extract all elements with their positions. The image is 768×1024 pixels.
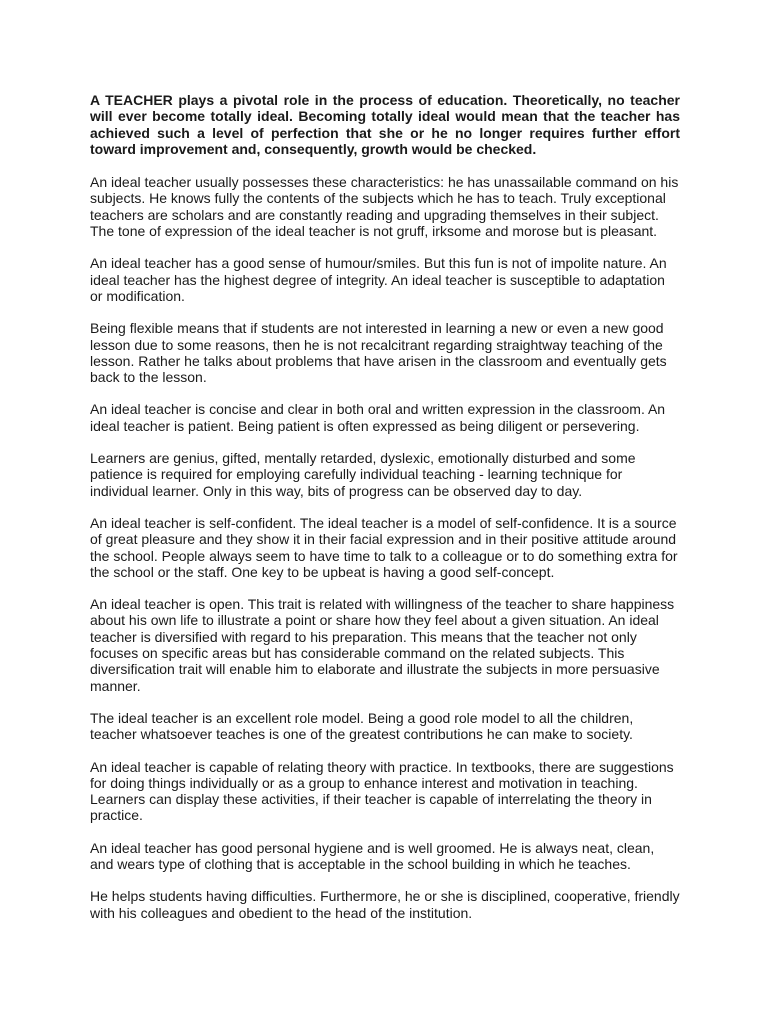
paragraph-flexible: Being flexible means that if students are not interested in learning a new or even a new good lesson due to some reasons, then he is not recalcitrant regarding straightway teaching of the lesson. Rather he talks about problems that have arisen in the classroom and eventually gets back to the lesson.	[90, 320, 667, 386]
paragraph-learners: Learners are genius, gifted, mentally retarded, dyslexic, emotionally disturbed and some patience is required for employing carefully individual teaching - learning technique for individual learner. Only in this way, bits of progress can be observed day to day.	[90, 450, 636, 499]
paragraph-hygiene: An ideal teacher has good personal hygiene and is well groomed. He is always neat, clean, and wears type of clothing that is acceptable in the school building in which he teaches.	[90, 839, 655, 872]
paragraph-open: An ideal teacher is open. This trait is related with willingness of the teacher to share happiness about his own life to illustrate a point or share how they feel about a given situation. An ideal teacher is diversified with regard to his preparation. This means that the teacher not only focuses on specific areas but has considerable command on the related subjects. This diversification trait will enable him to elaborate and illustrate the subjects in more persuasive manner.	[90, 596, 675, 694]
paragraph-humour: An ideal teacher has a good sense of humour/smiles. But this fun is not of impolite nature. An ideal teacher has the highest degree of integrity. An ideal teacher is susceptible to adaptation or modification.	[90, 255, 667, 304]
paragraph-role-model: The ideal teacher is an excellent role model. Being a good role model to all the children, teacher whatsoever teaches is one of the greatest contributions he can make to society.	[90, 709, 634, 743]
paragraph-theory-practice: An ideal teacher is capable of relating theory with practice. In textbooks, there are suggestions for doing things individually or as a group to enhance interest and motivation in teaching. Learners can display these activities, if their teacher is capable of interrelating the theory in practice.	[90, 758, 674, 824]
document-page	[90, 92, 680, 937]
paragraph-self-confident: An ideal teacher is self-confident. The ideal teacher is a model of self-confidence. It is a source of great pleasure and they show it in their facial expression and in their positive attitude around the school. People always seem to have time to talk to a colleague or to do something extra for the school or the staff. One key to be upbeat is having a good self-concept.	[90, 514, 678, 580]
intro-paragraph: A TEACHER plays a pivotal role in the process of education. Theoretically, no teacher will ever become totally ideal. Becoming totally ideal would mean that the teacher has achieved such a level of perfection that she or he no longer requires further effort toward improvement and, consequently, growth would be checked.	[90, 92, 680, 157]
paragraph-concise: An ideal teacher is concise and clear in both oral and written expression in the classroom. An ideal teacher is patient. Being patient is often expressed as being diligent or persevering.	[90, 401, 666, 434]
paragraph-helps-students: He helps students having difficulties. Furthermore, he or she is disciplined, cooperative, friendly with his colleagues and obedient to the head of the institution.	[90, 888, 680, 921]
paragraph-characteristics: An ideal teacher usually possesses these characteristics: he has unassailable command on his subjects. He knows fully the contents of the subjects which he has to teach. Truly exceptional teachers are scholars and are constantly reading and upgrading themselves in their subject. The tone of expression of the ideal teacher is not gruff, irksome and morose but is pleasant.	[90, 174, 679, 240]
